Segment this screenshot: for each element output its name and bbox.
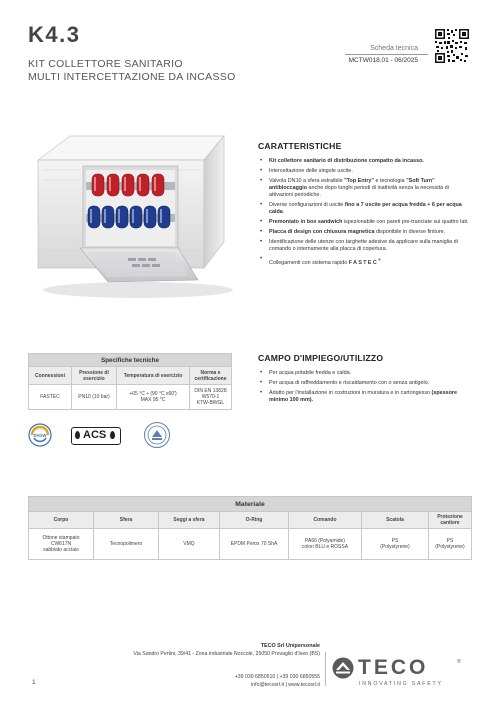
table-row (29, 529, 472, 560)
list-item: • Placca di design con chiusura magnetica disponibile in diverse finiture. (258, 229, 473, 236)
teco-logo: TECO ® INNOVATING SAFETY (332, 657, 472, 689)
material-header-scatola: Scatola (362, 512, 429, 529)
doc-label: Scheda tecnica (370, 45, 418, 52)
spec-cell-norma: DIN EN 13828 W570-1 KTW-BWGL (190, 385, 232, 410)
material-header-seggi: Seggi a sfera (159, 512, 220, 529)
list-item: • Valvola DN10 a sfera estraibile "Top Entry" e tecnologia "Soft Turn" antibloccaggio anche dopo lunghi periodi di inattività senza la necessità di attivazioni periodiche. (258, 178, 473, 199)
material-cell-scatola: PS (Polystyrene) (362, 529, 429, 560)
spec-table-title: Specifiche tecniche (29, 354, 232, 367)
list-item: • Per acqua di raffreddamento e riscaldamento con o senza antigelo. (258, 380, 473, 387)
dvgw-icon (28, 423, 52, 447)
page-number: 1 (32, 679, 36, 686)
usage-section (258, 353, 473, 407)
product-image (28, 130, 238, 300)
qr-code-icon[interactable] (434, 28, 470, 64)
list-item: • Adatto per l'installazione in costruzioni in muratura e in cartongesso (spessore minimo 100 mm). (258, 390, 473, 404)
material-header-corpo: Corpo (29, 512, 94, 529)
company-phone: +39 030 6850510 | +39 030 6850555 (234, 674, 320, 680)
spec-cell-temperatura: +65 °C ÷ (90 °C x60') MAX 95 °C (117, 385, 190, 410)
features-heading: CARATTERISTICHE (258, 141, 342, 151)
spec-cell-pressione: PN10 (10 bar) (72, 385, 117, 410)
brand-tagline: INNOVATING SAFETY (359, 681, 443, 687)
usage-list (258, 370, 473, 404)
teco-logo-icon (332, 657, 354, 679)
svg-text:DVGW: DVGW (33, 433, 47, 438)
spec-header-connessioni: Connessioni (29, 367, 72, 385)
company-name: TECO Srl Unipersonale (260, 643, 320, 649)
usage-heading: CAMPO D'IMPIEGO/UTILIZZO (258, 353, 384, 363)
spec-table (28, 353, 232, 410)
doc-code: MCTW018.01 - 06/2025 (348, 57, 418, 64)
company-address: Via Sandro Pertini, 39/41 - Zona industriale Noccole, 25050 Provaglio d'Iseo (BS) (133, 651, 320, 657)
features-list (258, 158, 473, 267)
company-contact-link[interactable]: info@tecosrl.it | www.tecosrl.it (251, 682, 320, 688)
material-cell-seggi: VMQ (159, 529, 220, 560)
title-line-1: KIT COLLETTORE SANITARIO (28, 58, 183, 70)
acs-icon: ACS (71, 427, 121, 445)
table-row (29, 385, 232, 410)
list-item: • Diverse configurazioni di uscite fino a 7 uscite per acqua fredda + 6 per acqua calda. (258, 202, 473, 216)
spec-cell-connessioni: FASTEC (29, 385, 72, 410)
list-item: • Identificazione delle utenze con targhette adesive da applicare sulla maniglia di comando o internamente alla placca di copertura. (258, 239, 473, 253)
material-cell-oring: EPDM Perox 70 ShA (220, 529, 289, 560)
doc-divider (345, 54, 428, 55)
brand-name: TECO (358, 656, 429, 679)
list-item: • Kit collettore sanitario di distribuzione compatto da incasso. (258, 158, 473, 165)
spec-header-pressione: Pressione di esercizio (72, 367, 117, 385)
footer-divider (325, 652, 326, 686)
material-header-protezione: Protezione cantiere (429, 512, 472, 529)
list-item: • Premontato in box sandwich ispezionabile con pareti pre-tranciate sui quattro lati. (258, 219, 473, 226)
features-section (258, 141, 473, 270)
fastec-logo: FASTEC (348, 259, 378, 266)
material-cell-corpo: Ottone stampato CW617N sabbiato acciaio (29, 529, 94, 560)
certification-seal-icon (143, 421, 171, 449)
material-table (28, 496, 472, 560)
spec-header-temperatura: Temperatura di esercizio (117, 367, 190, 385)
page-title (28, 58, 236, 84)
material-table-title: Materiale (29, 497, 472, 512)
material-cell-comando: PA66 (Polyamide) colori BLU e ROSSA (289, 529, 362, 560)
material-header-oring: O-Ring (220, 512, 289, 529)
list-item: • Collegamenti con sistema rapido FASTEC® (258, 256, 473, 267)
product-model: K4.3 (28, 22, 81, 47)
list-item: • Per acqua potabile fredda e calda. (258, 370, 473, 377)
material-cell-protezione: PS (Polystyrene) (429, 529, 472, 560)
certification-icons (28, 421, 228, 451)
title-line-2: MULTI INTERCETTAZIONE DA INCASSO (28, 71, 236, 83)
list-item: • Intercettazione delle singole uscite. (258, 168, 473, 175)
material-header-sfera: Sfera (94, 512, 159, 529)
material-cell-sfera: Tecnopolimero (94, 529, 159, 560)
material-header-comando: Comando (289, 512, 362, 529)
spec-header-norma: Norma e certificazione (190, 367, 232, 385)
